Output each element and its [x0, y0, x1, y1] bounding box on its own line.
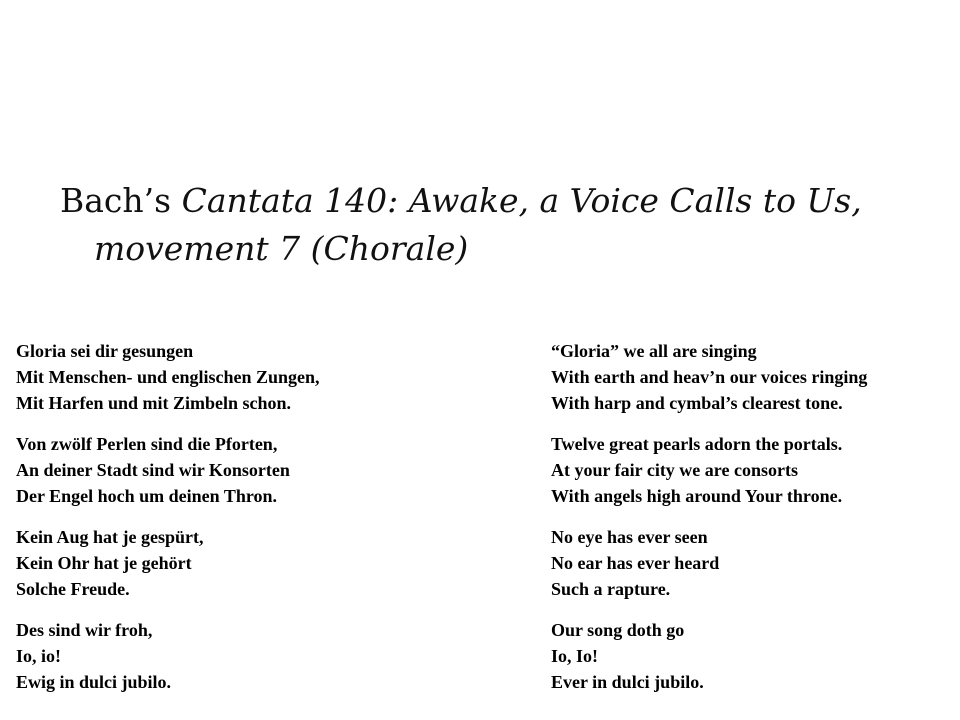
- german-stanza-1: [16, 338, 516, 431]
- german-stanza-3: [16, 524, 516, 617]
- lyric-line: Des sind wir froh,: [16, 620, 153, 640]
- english-stanza-4: [551, 617, 951, 710]
- english-stanza-2: [551, 431, 951, 524]
- lyric-line: No eye has ever seen: [551, 527, 708, 547]
- lyric-line: With harp and cymbal’s clearest tone.: [551, 393, 843, 413]
- lyric-line: With earth and heav’n our voices ringing: [551, 367, 868, 387]
- lyric-line: Gloria sei dir gesungen: [16, 341, 194, 361]
- lyric-line: “Gloria” we all are singing: [551, 341, 757, 361]
- lyric-line: Solche Freude.: [16, 579, 130, 599]
- lyric-line: Ewig in dulci jubilo.: [16, 672, 172, 692]
- lyric-line: Mit Harfen und mit Zimbeln schon.: [16, 393, 292, 413]
- slide-title: [60, 177, 940, 273]
- lyric-line: An deiner Stadt sind wir Konsorten: [16, 460, 290, 480]
- english-lyrics-column: [551, 338, 951, 710]
- lyric-line: Such a rapture.: [551, 579, 671, 599]
- lyric-line: Mit Menschen- und englischen Zungen,: [16, 367, 320, 387]
- lyric-line: Twelve great pearls adorn the portals.: [551, 434, 843, 454]
- lyric-line: Our song doth go: [551, 620, 685, 640]
- lyric-line: No ear has ever heard: [551, 553, 720, 573]
- lyric-line: At your fair city we are consorts: [551, 460, 798, 480]
- lyric-line: Kein Ohr hat je gehört: [16, 553, 192, 573]
- german-stanza-4: [16, 617, 516, 710]
- title-work-line2: movement 7 (Chorale): [94, 229, 469, 268]
- lyric-line: Von zwölf Perlen sind die Pforten,: [16, 434, 278, 454]
- german-lyrics-column: [16, 338, 516, 710]
- german-stanza-2: [16, 431, 516, 524]
- lyric-line: Ever in dulci jubilo.: [551, 672, 704, 692]
- lyric-line: With angels high around Your throne.: [551, 486, 843, 506]
- lyric-line: Io, Io!: [551, 646, 599, 666]
- title-work-line1: Cantata 140: Awake, a Voice Calls to Us,: [181, 181, 862, 220]
- title-composer: Bach’s: [60, 181, 172, 220]
- lyric-line: Der Engel hoch um deinen Thron.: [16, 486, 278, 506]
- english-stanza-1: [551, 338, 951, 431]
- lyric-line: Io, io!: [16, 646, 61, 666]
- english-stanza-3: [551, 524, 951, 617]
- lyric-line: Kein Aug hat je gespürt,: [16, 527, 204, 547]
